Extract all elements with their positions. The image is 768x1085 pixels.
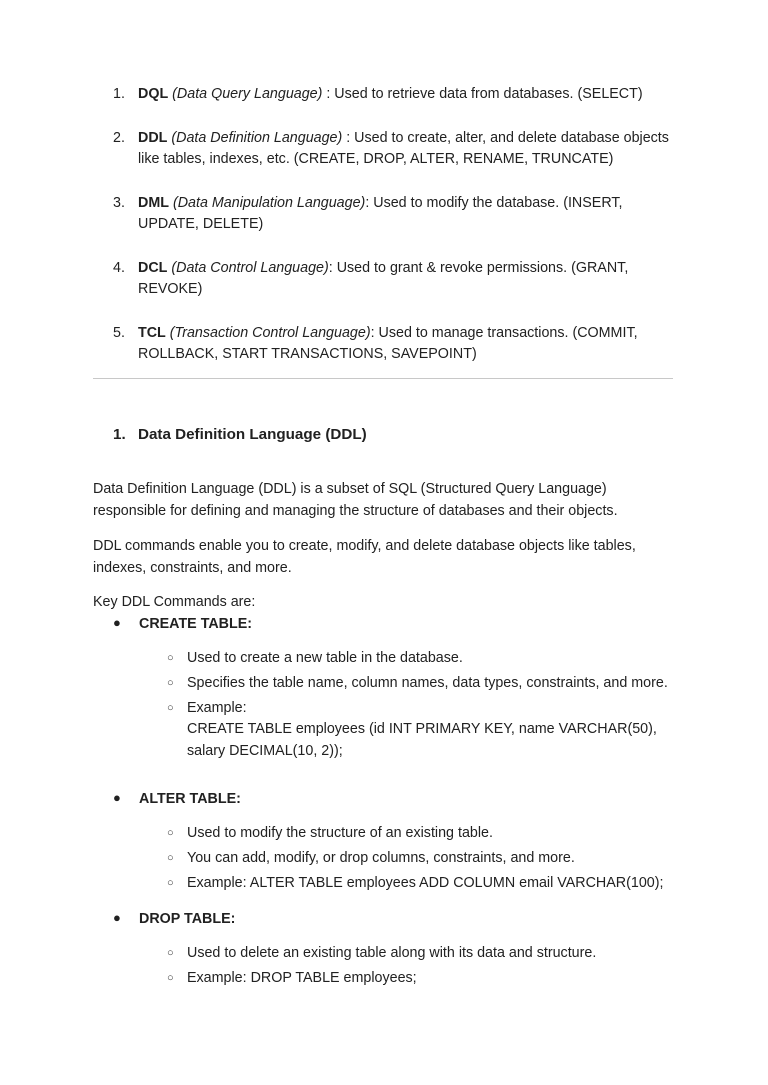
paragraph-key-commands-intro: Key DDL Commands are: [93, 594, 256, 611]
list-item [167, 968, 683, 989]
list-item-number: 1. [113, 86, 125, 102]
paragraph-ddl-capabilities: DDL commands enable you to create, modify, and delete database objects like tables, indexes, constraints, and more. [93, 538, 636, 577]
section-number: 1. [113, 426, 126, 443]
list-item [167, 823, 683, 844]
language-description: : Used to manage transactions. (COMMIT, ROLLBACK, START TRANSACTIONS, SAVEPOINT) [138, 325, 638, 362]
disc-bullet-icon: ● [113, 790, 121, 805]
list-item-text [138, 258, 673, 299]
list-item [113, 128, 673, 169]
detail-text: You can add, modify, or drop columns, constraints, and more. [187, 850, 575, 867]
sql-code-example: CREATE TABLE employees (id INT PRIMARY KEY, name VARCHAR(50), salary DECIMAL(10, 2)); [187, 721, 657, 759]
list-item-number: 2. [113, 130, 125, 147]
command-group-create-table [113, 614, 683, 762]
command-detail-list [167, 823, 683, 894]
detail-text: Example: DROP TABLE employees; [187, 970, 417, 987]
language-expansion: (Data Control Language) [171, 260, 329, 277]
list-item-number: 5. [113, 325, 125, 342]
disc-bullet-icon: ● [113, 615, 121, 630]
list-item [167, 673, 683, 694]
circle-bullet-icon: ○ [167, 827, 174, 840]
language-expansion: (Data Manipulation Language) [172, 195, 366, 212]
list-item-text [138, 128, 673, 169]
sql-language-list [113, 84, 673, 364]
circle-bullet-icon: ○ [167, 852, 174, 865]
language-expansion: (Transaction Control Language) [169, 325, 371, 342]
command-title [113, 614, 683, 634]
list-item [167, 648, 683, 669]
language-expansion: (Data Query Language) [172, 86, 323, 102]
command-title [113, 789, 683, 809]
example-label: Example: [187, 700, 247, 717]
list-item-number: 4. [113, 260, 125, 277]
list-item-text [138, 193, 673, 234]
circle-bullet-icon: ○ [167, 702, 174, 715]
language-description: : Used to create, alter, and delete database objects like tables, indexes, etc. (CREATE, DROP, ALTER, RENAME, TRUNCATE) [138, 130, 669, 167]
circle-bullet-icon: ○ [167, 972, 174, 985]
page-title [113, 424, 367, 445]
list-item [113, 258, 673, 299]
section-title: Data Definition Language (DDL) [138, 426, 367, 443]
command-detail-list [167, 648, 683, 762]
language-description: : Used to modify the database. (INSERT, UPDATE, DELETE) [138, 195, 623, 232]
detail-text [187, 698, 683, 761]
detail-text: Specifies the table name, column names, data types, constraints, and more. [187, 675, 668, 692]
command-detail-list [167, 943, 683, 989]
language-abbreviation: DDL [138, 130, 168, 147]
paragraph-ddl-definition: Data Definition Language (DDL) is a subset of SQL (Structured Query Language) responsible for defining and managing the structure of databases and their objects. [93, 481, 618, 520]
detail-text: Used to delete an existing table along with its data and structure. [187, 945, 597, 962]
list-item [167, 698, 683, 761]
language-abbreviation: TCL [138, 325, 166, 342]
language-description: : Used to grant & revoke permissions. (GRANT, REVOKE) [138, 260, 629, 297]
command-title [113, 909, 683, 929]
command-group-drop-table [113, 909, 683, 989]
list-item [113, 323, 673, 364]
language-description: : Used to retrieve data from databases. (SELECT) [322, 86, 643, 102]
command-title-label: ALTER TABLE: [139, 791, 241, 807]
detail-text: Used to modify the structure of an existing table. [187, 825, 493, 842]
list-item-number: 3. [113, 195, 125, 212]
circle-bullet-icon: ○ [167, 877, 174, 890]
list-item-text [138, 323, 673, 364]
list-item [113, 84, 673, 104]
command-title-label: CREATE TABLE: [139, 616, 253, 632]
detail-text: Used to create a new table in the database. [187, 650, 463, 667]
list-item [167, 943, 683, 964]
command-group-alter-table [113, 789, 683, 894]
circle-bullet-icon: ○ [167, 677, 174, 690]
language-abbreviation: DCL [138, 260, 168, 277]
detail-text: Example: ALTER TABLE employees ADD COLUMN email VARCHAR(100); [187, 875, 664, 892]
language-abbreviation: DML [138, 195, 169, 212]
language-expansion: (Data Definition Language) [171, 130, 343, 147]
list-item [167, 873, 683, 894]
list-item [167, 848, 683, 869]
circle-bullet-icon: ○ [167, 652, 174, 665]
command-title-label: DROP TABLE: [139, 911, 236, 927]
list-item-text [138, 84, 673, 104]
circle-bullet-icon: ○ [167, 947, 174, 960]
section-divider [93, 378, 673, 379]
language-abbreviation: DQL [138, 86, 169, 102]
disc-bullet-icon: ● [113, 910, 121, 925]
list-item [113, 193, 673, 234]
